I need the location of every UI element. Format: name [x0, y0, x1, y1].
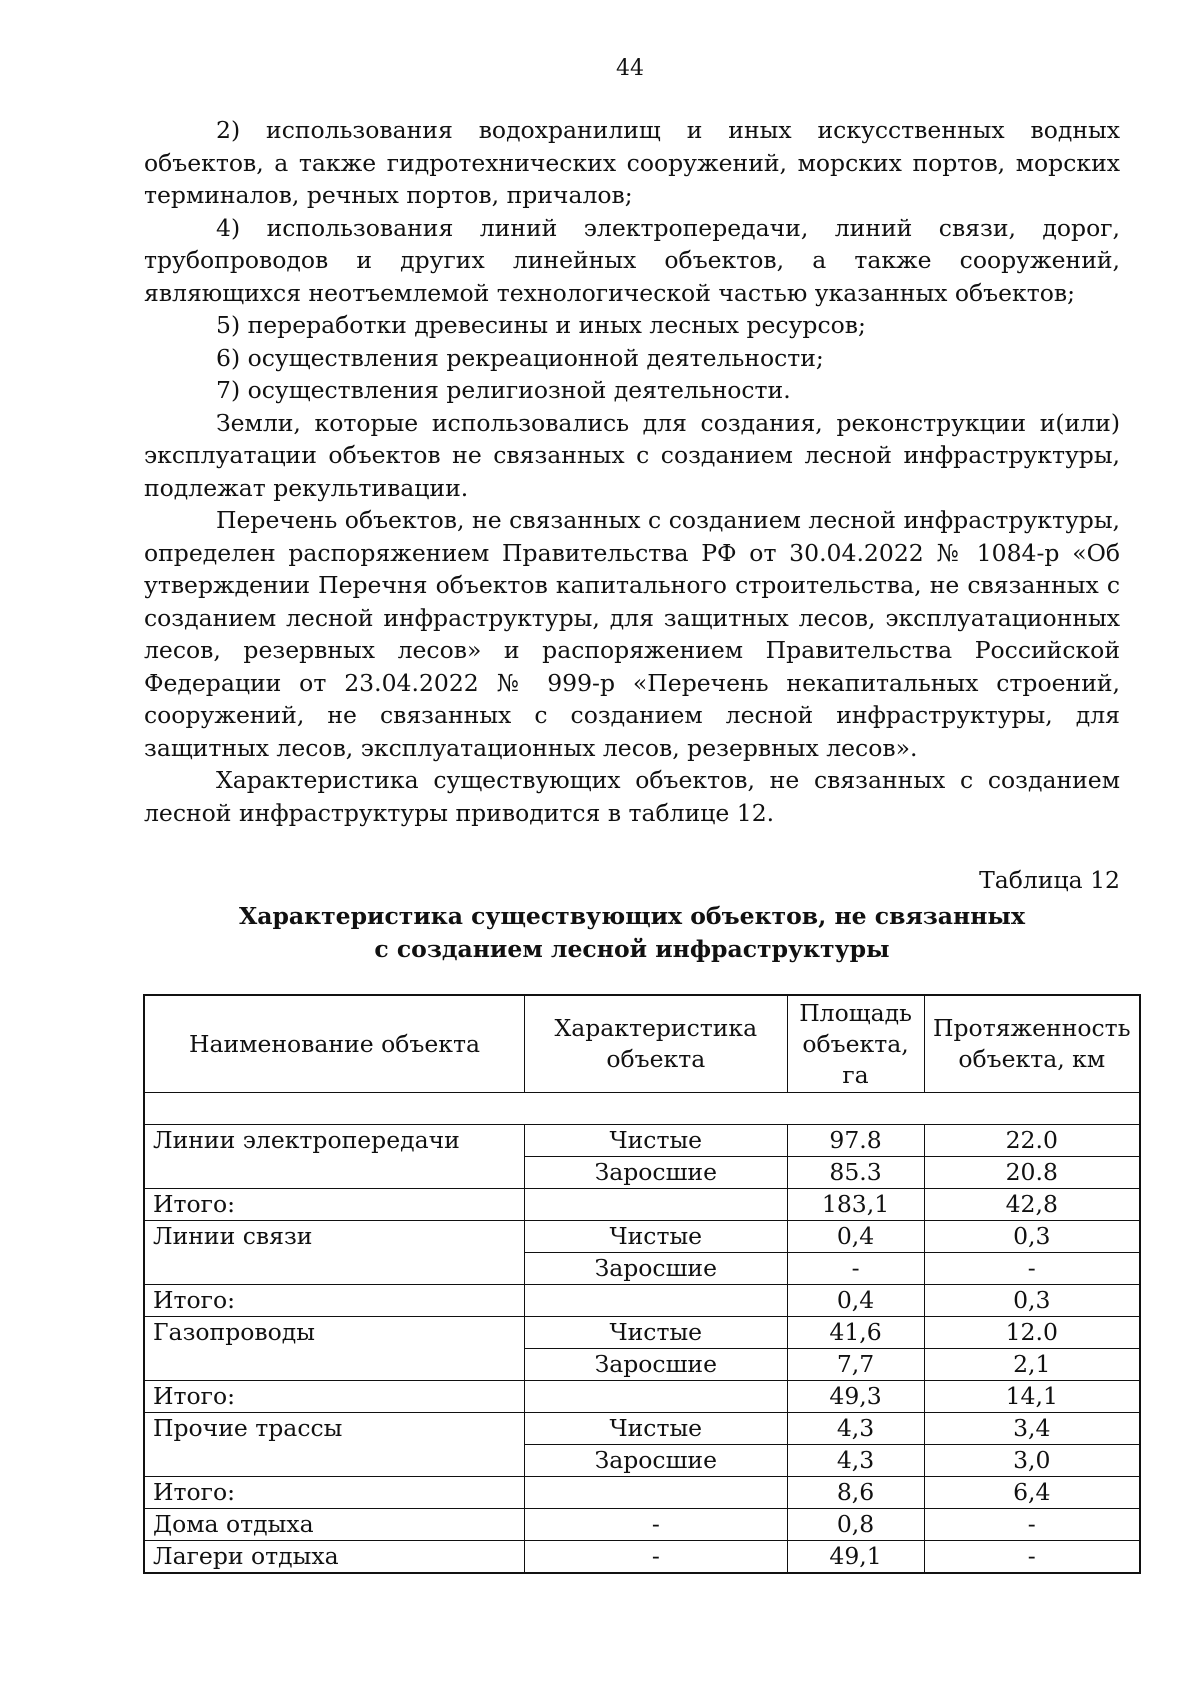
paragraph-item-4: 4) использования линий электропередачи, линий связи, дорог, трубопроводов и других линейных объектов, а также сооружений, являющихся неотъемлемой технологической частью указанных объектов; [144, 213, 1120, 307]
cell-area: 0,4 [787, 1221, 924, 1253]
table-row [144, 1413, 1140, 1445]
paragraph-table-reference: Характеристика существующих объектов, не связанных с созданием лесной инфраструктуры приводится в таблице 12. [144, 766, 1120, 827]
cell-name: Прочие трассы [144, 1413, 525, 1477]
paragraph-item-2: 2) использования водохранилищ и иных искусственных водных объектов, а также гидротехнических сооружений, морских портов, морских терминалов, речных портов, причалов; [144, 116, 1120, 209]
cell-name: Лагери отдыха [144, 1541, 525, 1574]
table-row [144, 1509, 1140, 1541]
cell-length: 0,3 [924, 1221, 1140, 1253]
cell-length: 3,0 [924, 1445, 1140, 1477]
paragraph-list-definition: Перечень объектов, не связанных с созданием лесной инфраструктуры, определен распоряжением Правительства РФ от 30.04.2022 № 1084-р «Об утверждении Перечня объектов капитального строительства, не связанных с созданием лесной инфраструктуры, для защитных лесов, эксплуатационных лесов, резервных лесов» и распоряжением Правительства Российской Федерации от 23.04.2022 № 999-р «Перечень некапитальных строений, сооружений, не связанных с созданием лесной инфраструктуры, для защитных лесов, эксплуатационных лесов, резервных лесов». [144, 506, 1120, 762]
cell-area: 41,6 [787, 1317, 924, 1349]
cell-length: 6,4 [924, 1477, 1140, 1509]
header-length: Протяженность объекта, км [924, 995, 1140, 1093]
table-blank-row [144, 1093, 1140, 1125]
cell-area: 4,3 [787, 1445, 924, 1477]
table-row [144, 1317, 1140, 1349]
cell-area: 97.8 [787, 1125, 924, 1157]
cell-characteristic: Заросшие [525, 1445, 788, 1477]
table-caption: Таблица 12 [979, 866, 1120, 894]
cell-characteristic: Чистые [525, 1221, 788, 1253]
cell-area: 8,6 [787, 1477, 924, 1509]
cell-characteristic [525, 1285, 788, 1317]
table-row [144, 1541, 1140, 1574]
blank-cell [144, 1093, 1140, 1125]
cell-characteristic: - [525, 1541, 788, 1574]
cell-length: - [924, 1253, 1140, 1285]
cell-area: 85.3 [787, 1157, 924, 1189]
cell-name: Линии связи [144, 1221, 525, 1285]
cell-length: 12.0 [924, 1317, 1140, 1349]
cell-length: - [924, 1541, 1140, 1574]
cell-name: Итого: [144, 1477, 525, 1509]
page-number: 44 [616, 56, 644, 81]
cell-name: Итого: [144, 1189, 525, 1221]
cell-area: 0,8 [787, 1509, 924, 1541]
cell-length: 14,1 [924, 1381, 1140, 1413]
cell-length: - [924, 1509, 1140, 1541]
body-text [144, 114, 1120, 829]
table-title [144, 900, 1120, 966]
table-row [144, 1477, 1140, 1509]
cell-characteristic: Заросшие [525, 1253, 788, 1285]
header-name: Наименование объекта [144, 995, 525, 1093]
table-row [144, 1221, 1140, 1253]
cell-name: Линии электропередачи [144, 1125, 525, 1189]
cell-characteristic [525, 1189, 788, 1221]
cell-name: Итого: [144, 1285, 525, 1317]
paragraph-item-7: 7) осуществления религиозной деятельности. [216, 376, 791, 404]
table-row [144, 1189, 1140, 1221]
cell-characteristic: - [525, 1509, 788, 1541]
cell-name: Газопроводы [144, 1317, 525, 1381]
cell-characteristic: Чистые [525, 1413, 788, 1445]
paragraph-item-6: 6) осуществления рекреационной деятельности; [216, 343, 824, 372]
table-row [144, 1381, 1140, 1413]
paragraph-recultivation: Земли, которые использовались для создания, реконструкции и(или) эксплуатации объектов не связанных с созданием лесной инфраструктуры, подлежат рекультивации. [144, 408, 1120, 502]
cell-area: 49,3 [787, 1381, 924, 1413]
cell-name: Итого: [144, 1381, 525, 1413]
cell-characteristic: Чистые [525, 1317, 788, 1349]
cell-length: 2,1 [924, 1349, 1140, 1381]
table-header-row [144, 995, 1140, 1093]
cell-length: 3,4 [924, 1413, 1140, 1445]
cell-length: 20.8 [924, 1157, 1140, 1189]
table-title-line-2: с созданием лесной инфраструктуры [374, 935, 890, 963]
cell-area: 0,4 [787, 1285, 924, 1317]
cell-area: 183,1 [787, 1189, 924, 1221]
cell-name: Дома отдыха [144, 1509, 525, 1541]
cell-length: 22.0 [924, 1125, 1140, 1157]
cell-area: 49,1 [787, 1541, 924, 1574]
table-row [144, 1285, 1140, 1317]
cell-area: 7,7 [787, 1349, 924, 1381]
table-row [144, 1125, 1140, 1157]
cell-length: 42,8 [924, 1189, 1140, 1221]
header-area: Площадь объекта, га [787, 995, 924, 1093]
cell-characteristic: Чистые [525, 1125, 788, 1157]
cell-characteristic: Заросшие [525, 1157, 788, 1189]
cell-characteristic [525, 1477, 788, 1509]
paragraph-item-5: 5) переработки древесины и иных лесных ресурсов; [216, 311, 866, 339]
cell-area: - [787, 1253, 924, 1285]
cell-length: 0,3 [924, 1285, 1140, 1317]
cell-area: 4,3 [787, 1413, 924, 1445]
objects-table [143, 994, 1141, 1574]
table-title-line-1: Характеристика существующих объектов, не связанных [238, 902, 1025, 930]
cell-characteristic [525, 1381, 788, 1413]
cell-characteristic: Заросшие [525, 1349, 788, 1381]
header-characteristic: Характеристика объекта [525, 995, 788, 1093]
